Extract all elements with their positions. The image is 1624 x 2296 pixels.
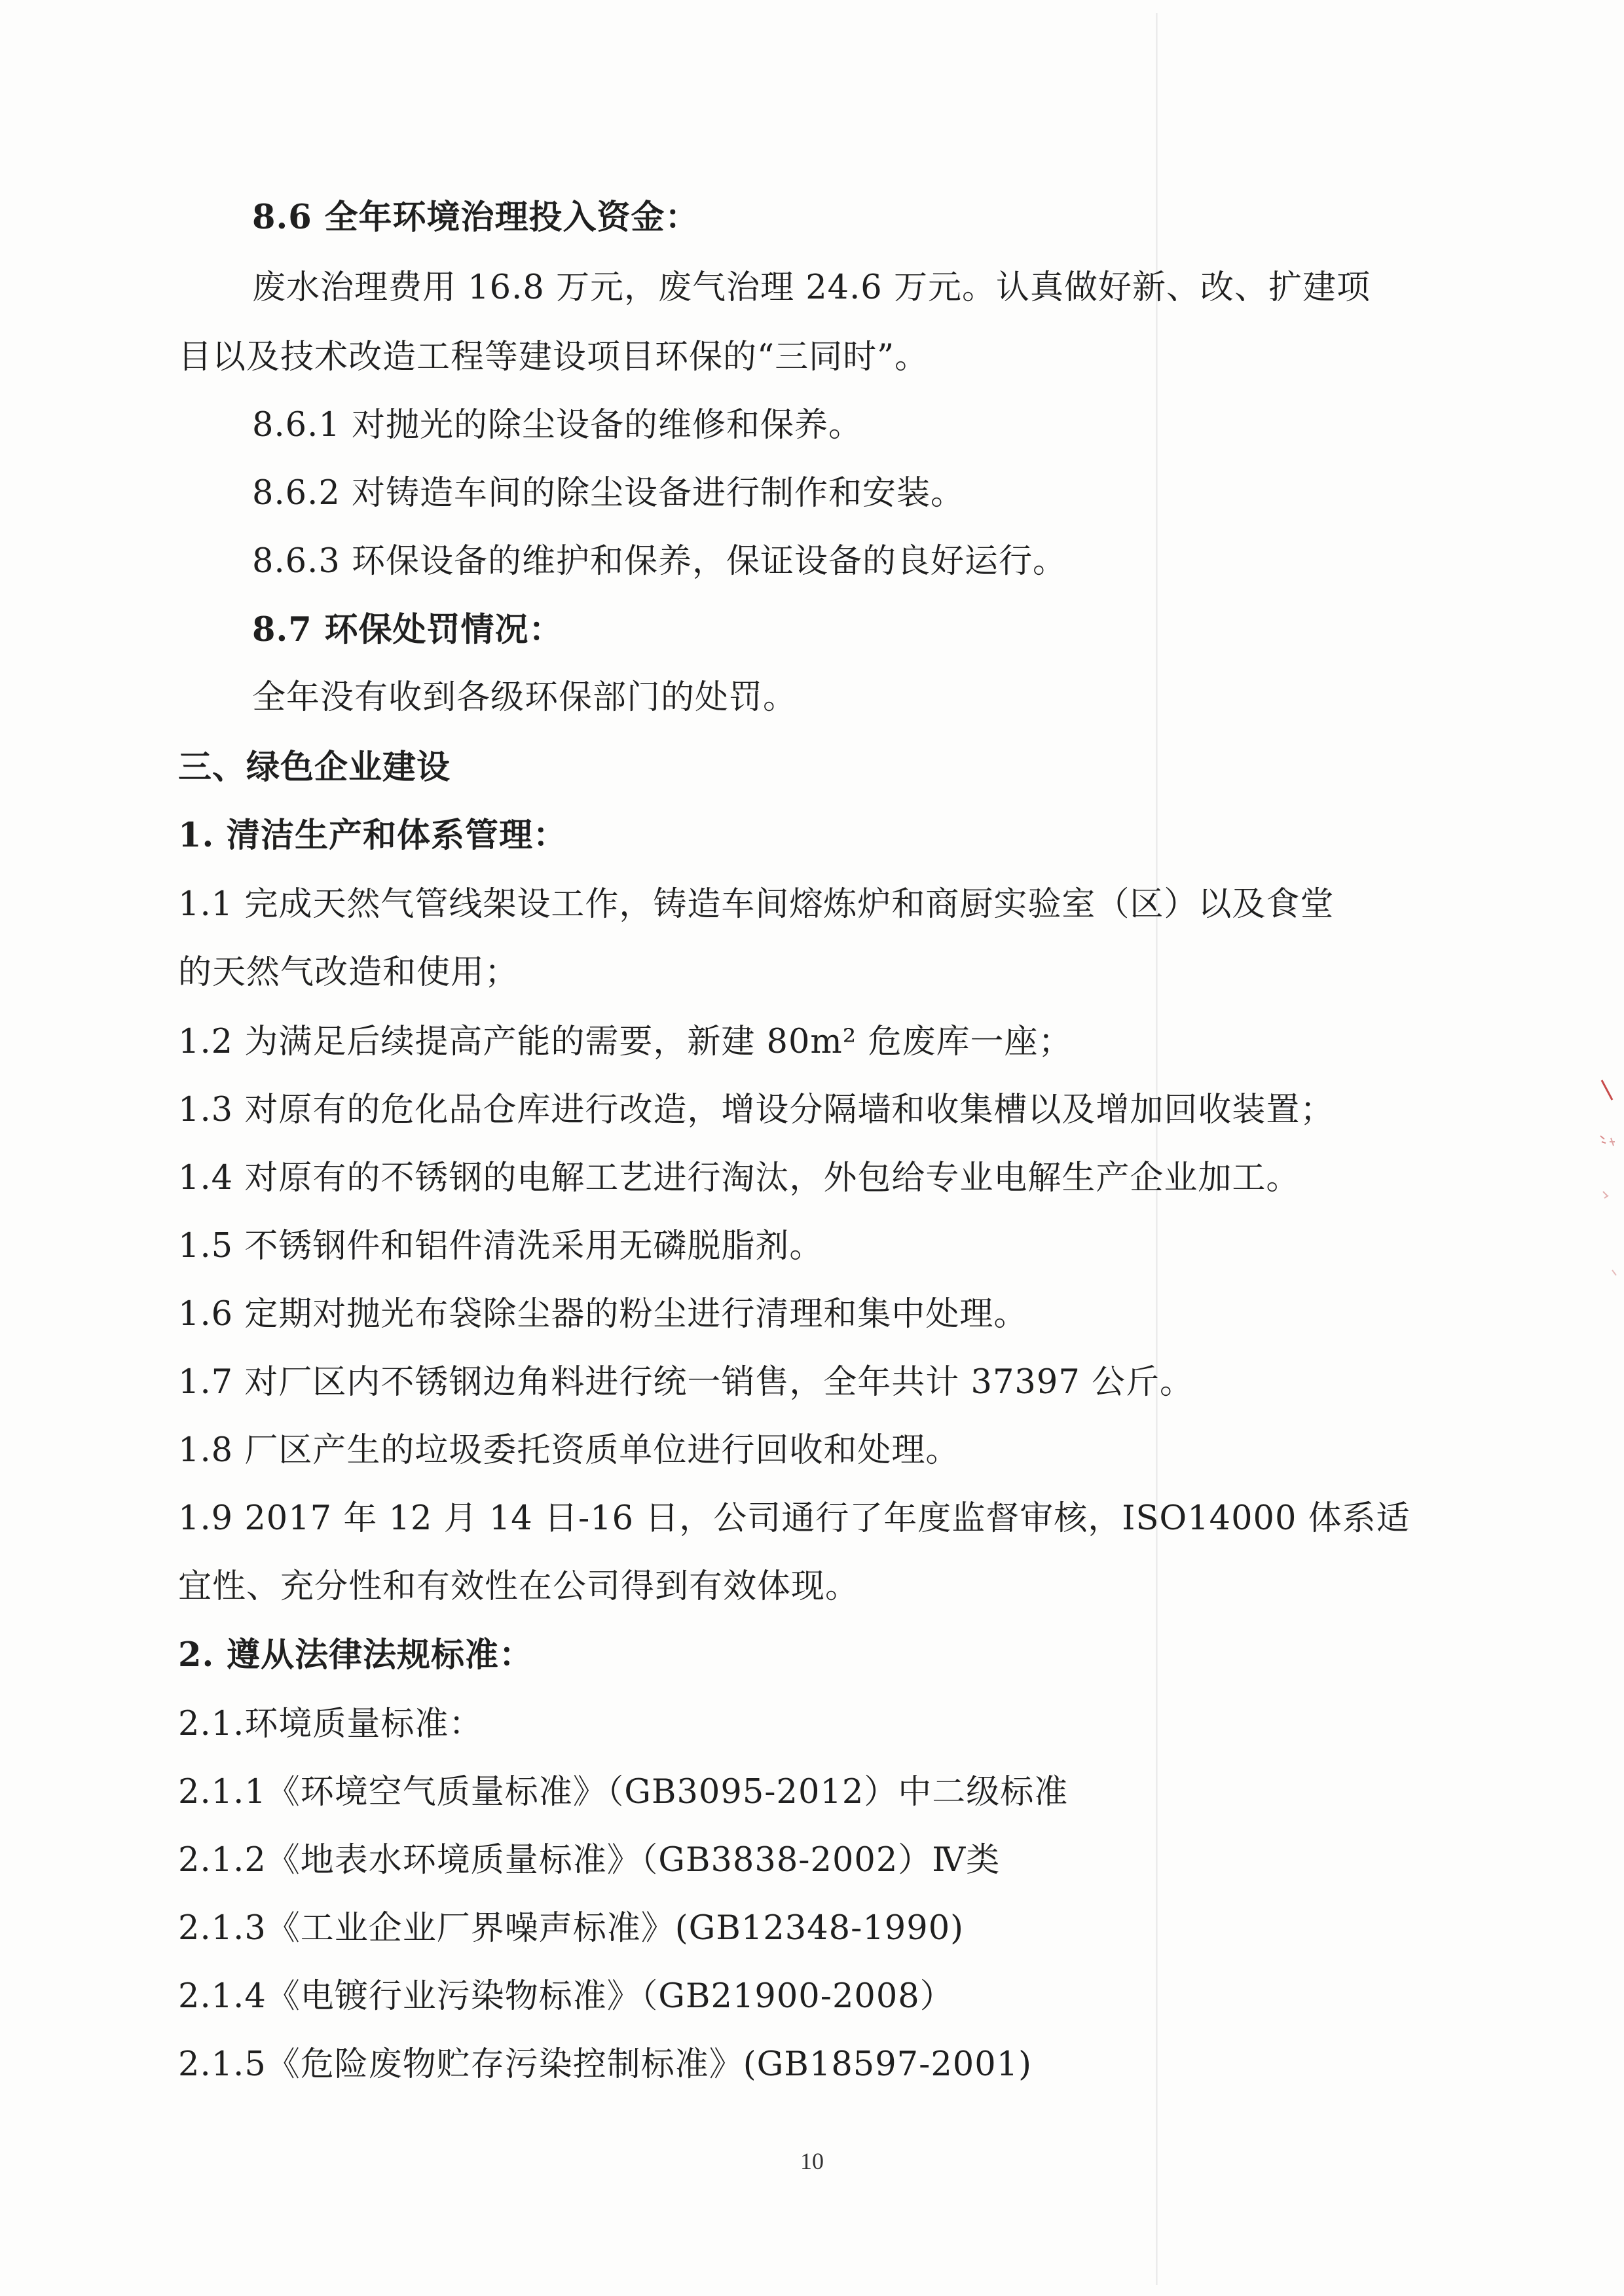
list-item: 1.2 为满足后续提高产能的需要，新建 80m² 危废库一座； (178, 1023, 1073, 1061)
list-item: 1.8 厂区产生的垃圾委托资质单位进行回收和处理。 (178, 1431, 960, 1470)
list-item: 1.3 对原有的危化品仓库进行改造，增设分隔墙和收集槽以及增加回收装置； (178, 1091, 1335, 1129)
list-item: 2.1.环境质量标准： (178, 1705, 483, 1743)
subsection-heading: 2. 遵从法律法规标准： (178, 1635, 533, 1675)
list-item: 1.6 定期对抛光布袋除尘器的粉尘进行清理和集中处理。 (178, 1295, 1028, 1334)
section-heading: 三、绿色企业建设 (178, 748, 451, 787)
list-item: 2.1.3《工业企业厂界噪声标准》(GB12348-1990) (178, 1909, 965, 1948)
scan-fold-line (1156, 13, 1158, 2285)
list-item: 1.1 完成天然气管线架设工作，铸造车间熔炼炉和商厨实验室（区）以及食堂 (178, 885, 1335, 924)
paragraph-line: 全年没有收到各级环保部门的处罚。 (252, 678, 798, 717)
list-item: 1.4 对原有的不锈钢的电解工艺进行淘汰，外包给专业电解生产企业加工。 (178, 1159, 1301, 1197)
paragraph-line: 目以及技术改造工程等建设项目环保的“三同时”。 (178, 338, 929, 376)
list-item: 2.1.4《电镀行业污染物标准》（GB21900-2008） (178, 1977, 954, 2016)
list-item: 2.1.1《环境空气质量标准》（GB3095-2012）中二级标准 (178, 1773, 1069, 1812)
list-item: 8.6.3 环保设备的维护和保养，保证设备的良好运行。 (252, 542, 1067, 581)
list-item: 1.5 不锈钢件和铝件清洗采用无磷脱脂剂。 (178, 1227, 824, 1266)
paragraph-line: 宜性、充分性和有效性在公司得到有效体现。 (178, 1567, 860, 1606)
list-item: 2.1.2《地表水环境质量标准》（GB3838-2002）Ⅳ类 (178, 1841, 1001, 1880)
list-item: 8.6.1 对抛光的除尘设备的维修和保养。 (252, 406, 862, 445)
list-item: 1.9 2017 年 12 月 14 日-16 日，公司通行了年度监督审核，ISO14000 体系适 (178, 1499, 1411, 1538)
heading-8-7: 8.7 环保处罚情况： (252, 610, 563, 649)
list-item: 1.7 对厂区内不锈钢边角料进行统一销售，全年共计 37397 公斤。 (178, 1363, 1194, 1402)
list-item: 2.1.5《危险废物贮存污染控制标准》(GB18597-2001) (178, 2045, 1033, 2084)
heading-8-6: 8.6 全年环境治理投入资金： (252, 198, 699, 237)
subsection-heading: 1. 清洁生产和体系管理： (178, 816, 567, 855)
paragraph-line: 废水治理费用 16.8 万元，废气治理 24.6 万元。认真做好新、改、扩建项 (252, 268, 1371, 307)
paragraph-line: 的天然气改造和使用； (178, 953, 519, 992)
seal-edge-marks (1598, 1074, 1624, 1283)
page-number: 10 (800, 2148, 824, 2174)
list-item: 8.6.2 对铸造车间的除尘设备进行制作和安装。 (252, 474, 965, 513)
